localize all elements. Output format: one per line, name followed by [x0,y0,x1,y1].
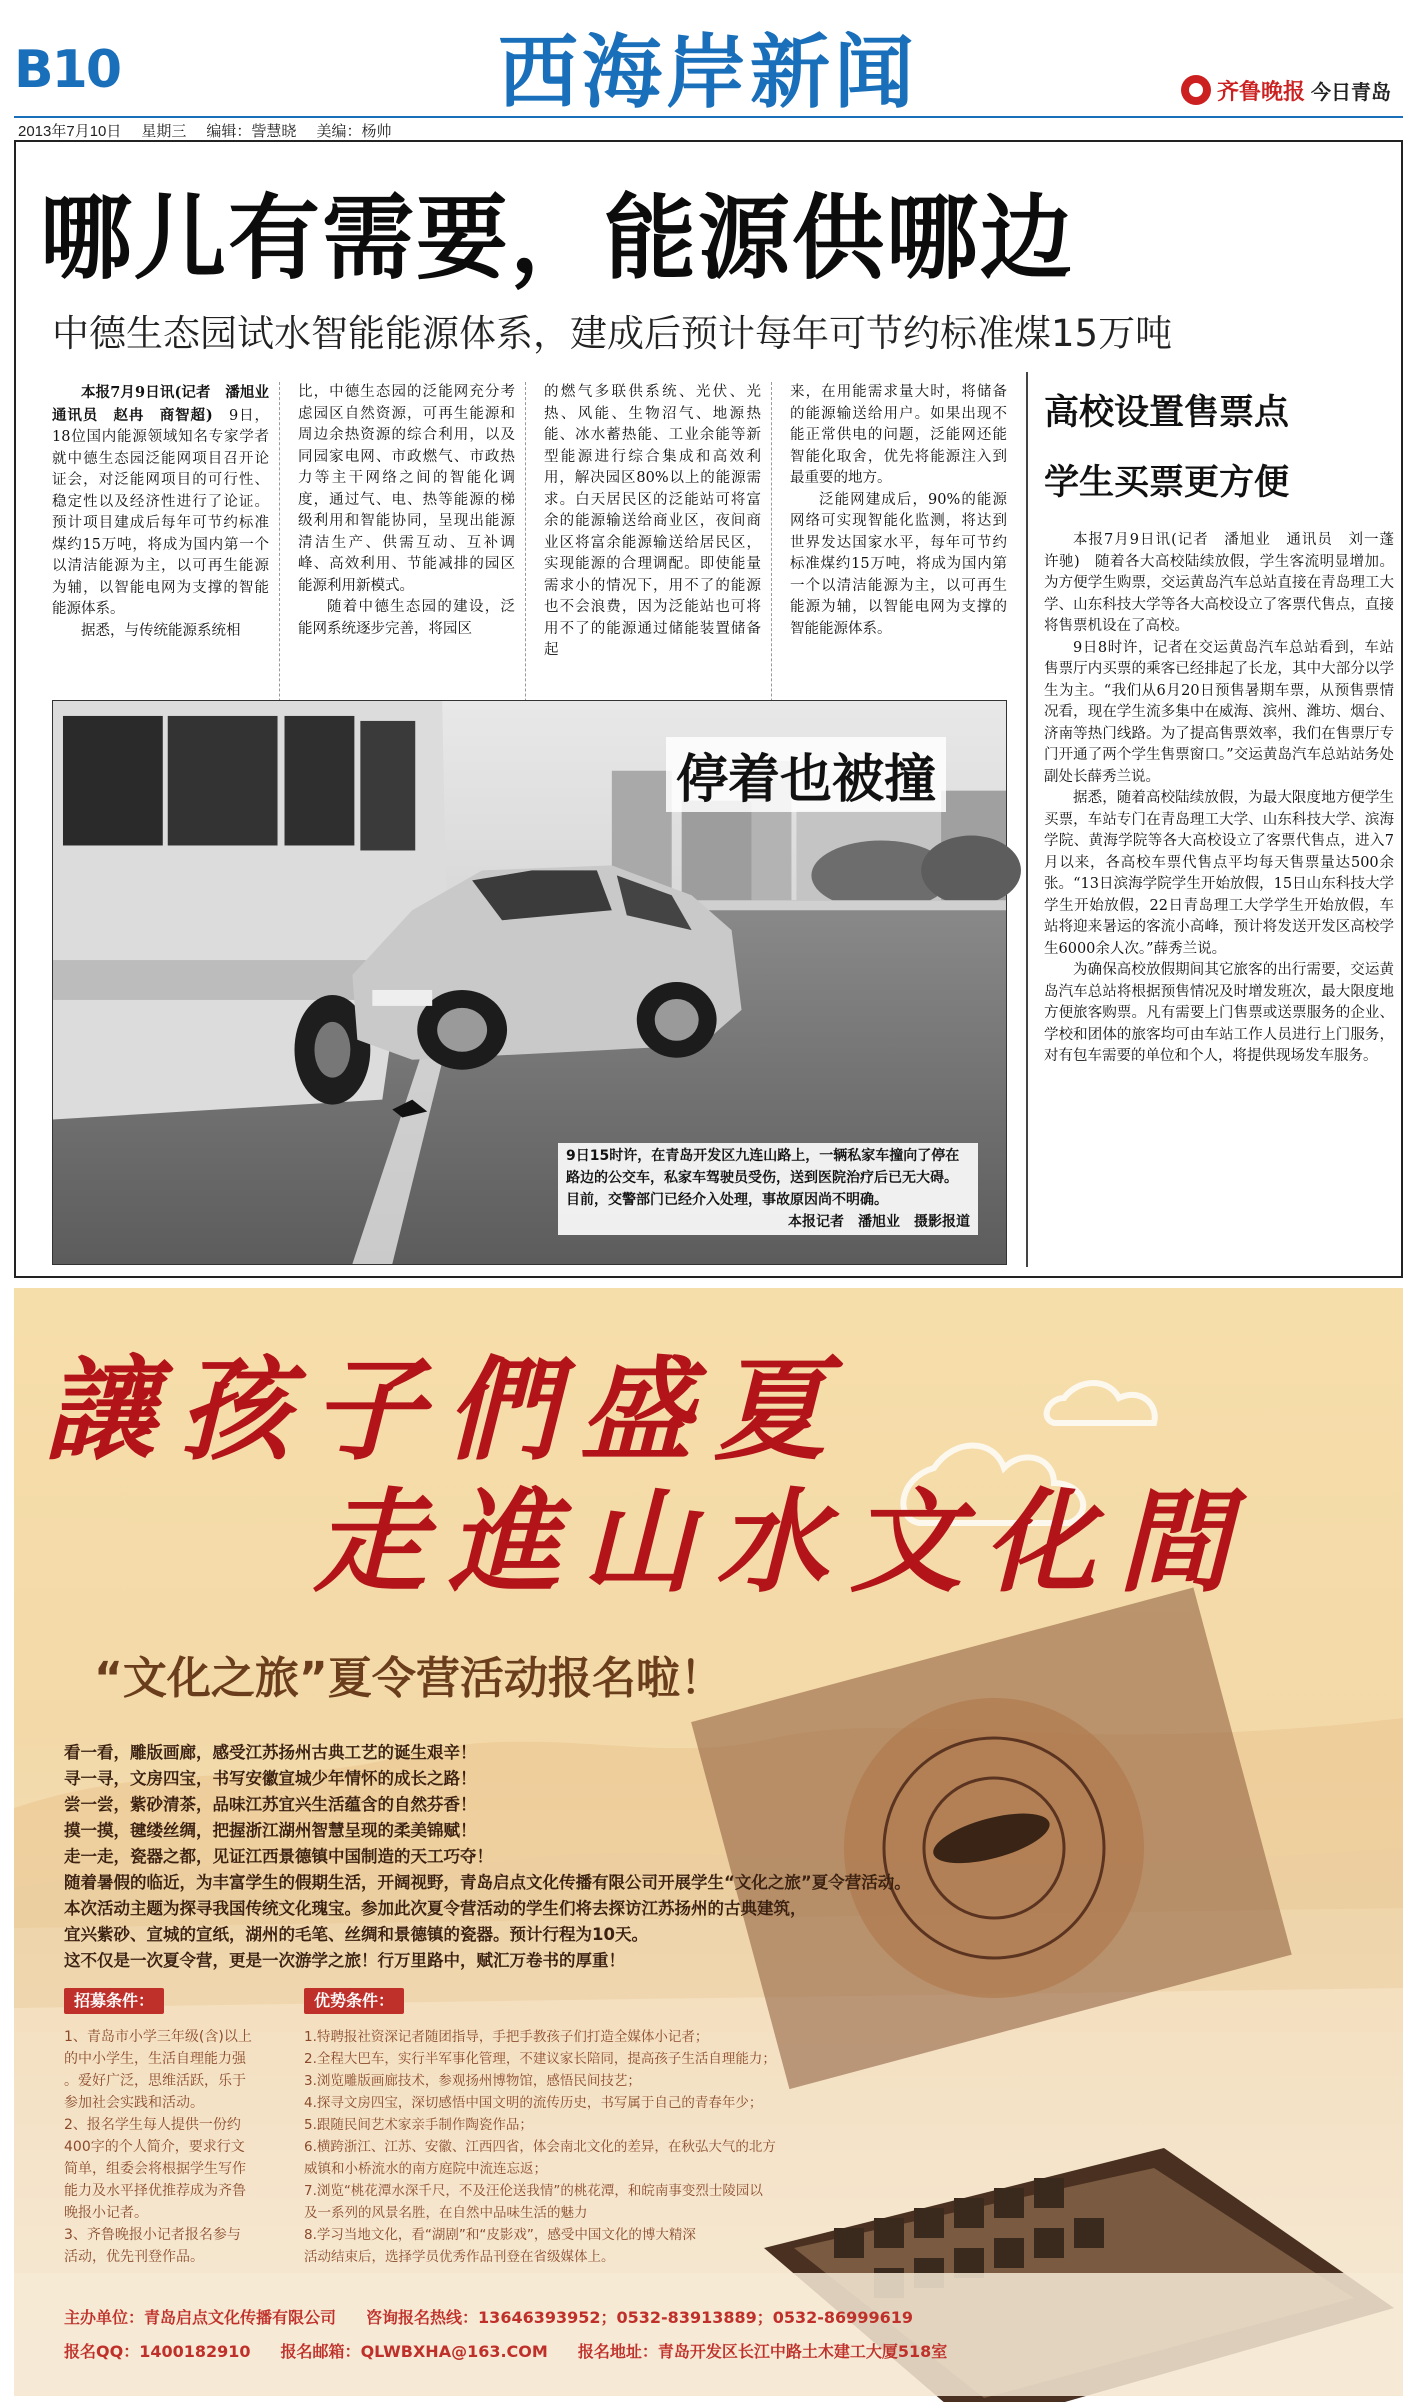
ad-intro-lines [64,1740,1064,1974]
advantage-item: 4.探寻文房四宝，深切感悟中国文明的流传历史，书写属于自己的青春年少； [304,2095,763,2111]
advantage-item: 1.特聘报社资深记者随团指导，手把手教孩子们打造全媒体小记者； [304,2029,709,2045]
ad-line: 这不仅是一次夏令营，更是一次游学之旅！行万里路中，赋汇万卷书的厚重！ [64,1951,625,1970]
advantage-item: 及一系列的风景名胜，在自然中品味生活的魅力 [304,2205,588,2221]
advantage-item: 6.横跨浙江、江苏、安徽、江西四省，体会南北文化的差异，在秋弘大气的北方 [304,2139,776,2155]
condition-item: 3、齐鲁晚报小记者报名参与 [64,2227,241,2243]
story-col2b-text: 随着中德生态园的建设，泛能网系统逐步完善，将园区 [298,599,515,637]
advantage-item: 3.浏览雕版画廊技术，参观扬州博物馆，感悟民间技艺； [304,2073,641,2089]
ad-line: 寻一寻，文房四宝，书写安徽宣城少年情怀的成长之路！ [64,1769,477,1788]
condition-item: 能力及水平择优推荐成为齐鲁 [64,2183,246,2199]
story-byline: 本报7月9日讯(记者 潘旭业 通讯员 赵冉 商智超) [52,384,284,424]
photo-credit: 本报记者 潘旭业 摄影报道 [788,1214,970,1230]
condition-item: 晚报小记者。 [64,2205,148,2221]
newspaper-logo-icon [1181,75,1211,105]
issue-designer: 美编：杨帅 [316,123,392,140]
advantage-item: 8.学习当地文化，看“湖剧”和“皮影戏”，感受中国文化的博大精深 [304,2227,696,2243]
main-subheadline: 中德生态园试水智能能源体系，建成后预计每年可节约标准煤15万吨 [52,312,1173,355]
issue-date: 2013年7月10日 [18,123,122,140]
conditions-heading: 招募条件： [64,1988,164,2014]
qq-number: 1400182910 [139,2342,251,2361]
sidebar-title-line-2: 学生买票更方便 [1044,463,1290,503]
address-label: 报名地址： [577,2342,658,2361]
condition-item: 参加社会实践和活动。 [64,2095,204,2111]
section-title: 西海岸新闻 [498,25,918,119]
issue-editor: 编辑：訾慧晓 [206,123,297,140]
hotline-label: 咨询报名热线： [366,2308,479,2327]
sidebar-paragraph-4: 为确保高校放假期间其它旅客的出行需要，交运黄岛汽车总站将根据预售情况及时增发班次，最大限度地方便旅客购票。凡有需要上门售票或送票服务的企业、学校和团体的旅客均可由车站工作人员进行上门服务，对有包车需要的单位和个人，将提供现场发车服务。 [1044,962,1394,1064]
advantage-item: 活动结束后，选择学员优秀作品刊登在省级媒体上。 [304,2249,615,2265]
photo-caption-text: 9日15时许，在青岛开发区九连山路上，一辆私家车撞向了停在路边的公交车，私家车驾驶员受伤，送到医院治疗后已无大碍。目前，交警部门已经介入处理，事故原因尚不明确。 [566,1148,960,1208]
sidebar-lead: 本报7月9日讯(记者 潘旭业 通讯员 刘一蓬 许驰) 随着各大高校陆续放假，学生客流明显增加。为方便学生购票，交运黄岛汽车总站直接在青岛理工大学、山东科技大学等各大高校设立了客票代售点，直接将售票机设在了高校。 [1044,532,1409,634]
condition-item: 2、报名学生每人提供一份约 [64,2117,241,2133]
page-number: B10 [14,40,120,100]
advantage-item: 5.跟随民间艺术家亲手制作陶瓷作品； [304,2117,533,2133]
ad-subtitle: “文化之旅”夏令营活动报名啦！ [94,1653,724,1704]
summer-camp-advertisement [14,1288,1403,2396]
email-address[interactable]: QLWBXHA@163.COM [360,2342,548,2361]
condition-item: 活动，优先刊登作品。 [64,2249,204,2265]
advantage-item: 2.全程大巴车，实行半军事化管理，不建议家长陪同，提高孩子生活自理能力； [304,2051,776,2067]
ad-line: 宜兴紫砂、宣城的宣纸，湖州的毛笔、丝绸和景德镇的瓷器。预计行程为10天。 [64,1925,648,1944]
news-photo [52,700,1007,1265]
ad-line: 看一看，雕版画廊，感受江苏扬州古典工艺的诞生艰辛！ [64,1743,477,1762]
story-col2-text: 比，中德生态园的泛能网充分考虑园区自然资源，可再生能源和周边余热资源的综合利用，以及同园家电网、市政燃气、市政热力等主干网络之间的智能化调度，通过气、电、热等能源的梯级利用和智能协同，呈现出能源清洁生产、供需互动、互补调峰、高效利用、节能减排的园区能源利用新模式。 [298,384,515,594]
ad-footer [64,2301,1164,2369]
sidebar-title-line-1: 高校设置售票点 [1044,393,1290,433]
sidebar-body [1044,530,1409,1068]
photo-caption [558,1143,978,1235]
ad-footer-row-2 [64,2335,1164,2369]
issue-info-bar [14,116,1403,138]
ad-line: 随着暑假的临近，为丰富学生的假期生活，开阔视野，青岛启点文化传播有限公司开展学生“文化之旅”夏令营活动。 [64,1873,911,1892]
condition-item: 简单，组委会将根据学生写作 [64,2161,246,2177]
condition-item: 1、青岛市小学三年级(含)以上 [64,2029,252,2045]
story-col3-text: 的燃气多联供系统、光伏、光热、风能、生物沼气、地源热能、冰水蓄热能、工业余能等新型能源进行综合集成和高效利用，解决园区80%以上的能源需求。白天居民区的泛能站可将富余的能源输送给商业区，夜间商业区将富余能源输送给居民区，实现能源的合理调配。即使能量需求小的情况下，用不了的能源也不会浪费，因为泛能站也可将用不了的能源通过储能装置储备起 [544,384,761,658]
story-col4-text: 来，在用能需求量大时，将储备的能源输送给用户。如果出现不能正常供电的问题，泛能网还能智能化取舍，优先将能源注入到最重要的地方。 [790,384,1007,486]
address-text: 青岛开发区长江中路土木建工大厦518室 [657,2342,948,2361]
ad-title-line-1: 讓孩子們盛夏 [44,1345,848,1476]
conditions-list [64,2026,274,2268]
story-col4b-text: 泛能网建成后，90%的能源网络可实现智能化监测，将达到世界发达国家水平，每年可节约标准煤约15万吨，将成为国内第一个以清洁能源为主，以可再生能源为辅，以智能电网为支撑的智能能源体系。 [790,491,1007,637]
condition-item: 的中小学生，生活自理能力强 [64,2051,246,2067]
condition-item: 400字的个人简介，要求行文 [64,2139,245,2155]
issue-weekday: 星期三 [141,123,187,140]
advantages-list [304,2026,944,2268]
sidebar-story [1026,372,1409,1267]
ad-line: 摸一摸，毽缕丝绸，把握浙江湖州智慧呈现的柔美锦赋！ [64,1821,477,1840]
story-col1b-text: 据悉，与传统能源系统相 [81,622,241,639]
condition-item: 。爱好广泛，思维活跃，乐于 [64,2073,246,2089]
brand-logo-block [1181,70,1391,110]
brand-secondary: 今日青岛 [1311,79,1391,104]
hotline-numbers[interactable]: 13646393952；0532-83913889；0532-86999619 [478,2308,913,2327]
qq-label: 报名QQ： [64,2342,140,2361]
ad-line: 尝一尝，紫砂清茶，品味江苏宜兴生活蕴含的自然芬香！ [64,1795,477,1814]
photo-title: 停着也被撞 [666,737,946,812]
ad-footer-row-1 [64,2301,1164,2335]
sidebar-paragraph-2: 9日8时许，记者在交运黄岛汽车总站看到，车站售票厅内买票的乘客已经排起了长龙，其中大部分以学生为主。“我们从6月20日预售暑期车票，从预售票情况看，现在学生流多集中在威海、滨州、潍坊、烟台、济南等热门线路。为了提高售票效率，我们在售票厅专门开通了两个学生售票窗口。”交运黄岛汽车总站站务处副处长薛秀兰说。 [1044,639,1394,785]
story-col1-text: 9日，18位国内能源领域知名专家学者就中德生态园泛能网项目召开论证会，对泛能网项目的可行性、稳定性以及经济性进行了论证。预计项目建成后每年可节约标准煤约15万吨，将成为国内第一个以清洁能源为主，以可再生能源为辅，以智能电网为支撑的智能能源体系。 [52,407,269,617]
organizer-name: 青岛启点文化传播有限公司 [144,2308,337,2327]
ad-line: 走一走，瓷器之都，见证江西景德镇中国制造的天工巧夺！ [64,1847,493,1866]
advantage-item: 7.浏览“桃花潭水深千尺，不及汪伦送我情”的桃花潭，和皖南事变烈士陵园以 [304,2183,763,2199]
advantages-heading: 优势条件： [304,1988,404,2014]
organizer-label: 主办单位： [64,2308,145,2327]
email-label: 报名邮箱： [280,2342,361,2361]
ad-title-line-2: 走進山水文化間 [314,1477,1252,1608]
main-news-frame [14,140,1409,1278]
main-headline: 哪儿有需要，能源供哪边 [40,185,1075,292]
ad-line: 本次活动主题为探寻我国传统文化瑰宝。参加此次夏令营活动的学生们将去探访江苏扬州的古典建筑， [64,1899,807,1918]
sidebar-paragraph-3: 据悉，随着高校陆续放假，为最大限度地方便学生买票，车站专门在青岛理工大学、山东科技大学、滨海学院、黄海学院等各大高校设立了客票代售点，进入7月以来，各高校车票代售点平均每天售票量达500余张。“13日滨海学院学生开始放假，15日山东科技大学学生开始放假，22日青岛理工大学学生开始放假，车站将迎来暑运的客流小高峰，预计将发送开发区高校学生6000余人次。”薛秀兰说。 [1044,790,1394,957]
brand-main: 齐鲁晚报 [1216,79,1305,105]
advantage-item: 威镇和小桥流水的南方庭院中流连忘返； [304,2161,547,2177]
